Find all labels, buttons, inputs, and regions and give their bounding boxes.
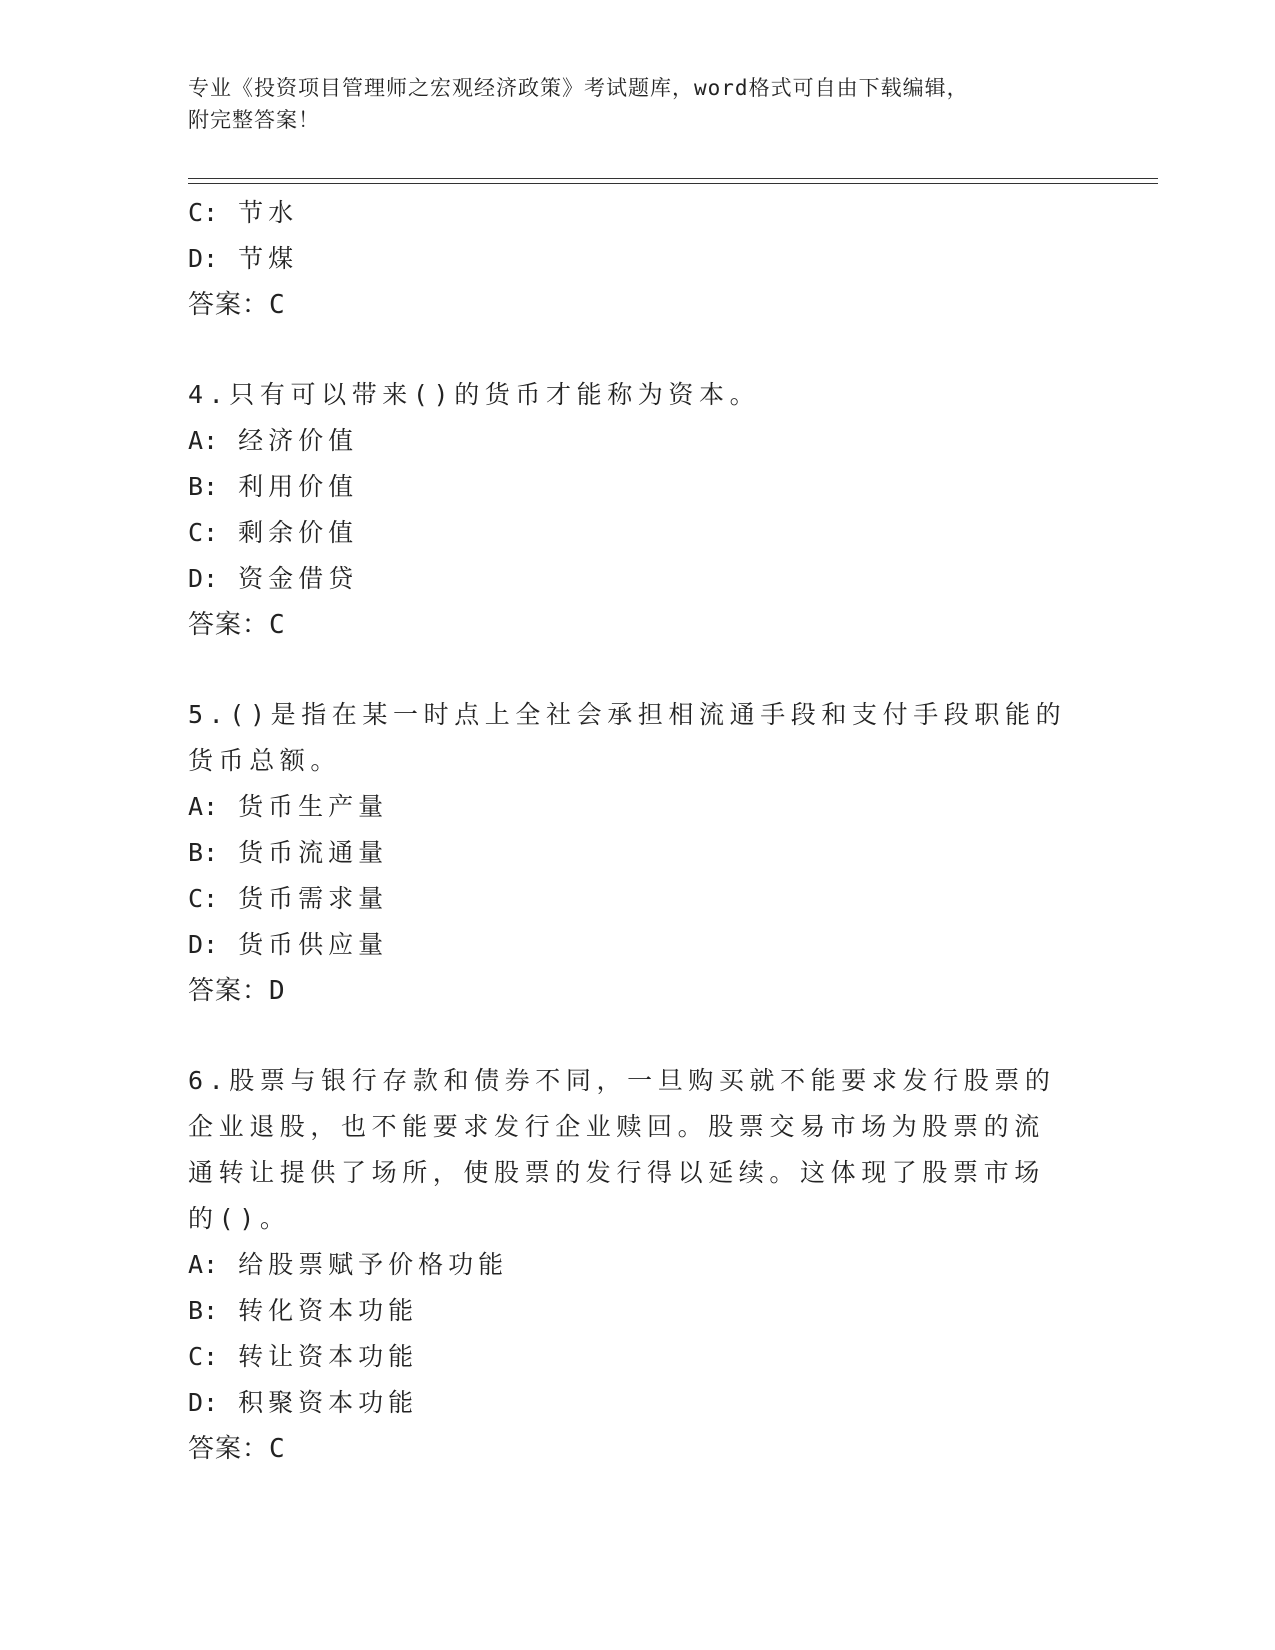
question-text: 4.只有可以带来()的货币才能称为资本。 xyxy=(188,380,761,409)
header-rule-top xyxy=(188,178,1158,179)
header-line-2: 附完整答案！ xyxy=(188,108,320,132)
option-c: C: 转让资本功能 xyxy=(188,1342,419,1371)
answer-line: 答案：C xyxy=(188,1434,285,1464)
option-a: A: 给股票赋予价格功能 xyxy=(188,1250,509,1279)
question-list xyxy=(188,190,1068,1472)
page-header xyxy=(188,72,1068,136)
option-b: B: 利用价值 xyxy=(188,472,359,501)
option-a: A: 货币生产量 xyxy=(188,792,389,821)
option-b: B: 货币流通量 xyxy=(188,838,389,867)
question-6 xyxy=(188,1058,1068,1472)
header-rule-bottom xyxy=(188,183,1158,184)
previous-question xyxy=(188,190,1068,328)
header-line-1: 专业《投资项目管理师之宏观经济政策》考试题库，word格式可自由下载编辑， xyxy=(188,76,969,100)
answer-line: 答案：D xyxy=(188,976,285,1006)
option-a: A: 经济价值 xyxy=(188,426,359,455)
answer-line: 答案：C xyxy=(188,610,285,640)
question-5 xyxy=(188,692,1068,1014)
option-b: B: 转化资本功能 xyxy=(188,1296,419,1325)
option-c: C: 货币需求量 xyxy=(188,884,389,913)
option-d: D: 资金借贷 xyxy=(188,564,359,593)
question-text: 5.()是指在某一时点上全社会承担相流通手段和支付手段职能的货币总额。 xyxy=(188,700,1067,775)
option-d: D: 积聚资本功能 xyxy=(188,1388,419,1417)
option-c: C: 剩余价值 xyxy=(188,518,359,547)
option-d: D: 货币供应量 xyxy=(188,930,389,959)
option-d: D: 节煤 xyxy=(188,244,299,273)
question-4 xyxy=(188,372,1068,648)
option-c: C: 节水 xyxy=(188,198,299,227)
answer-line: 答案：C xyxy=(188,290,285,320)
question-text: 6.股票与银行存款和债券不同，一旦购买就不能要求发行股票的企业退股，也不能要求发行企业赎回。股票交易市场为股票的流通转让提供了场所，使股票的发行得以延续。这体现了股票市场的()。 xyxy=(188,1066,1056,1233)
